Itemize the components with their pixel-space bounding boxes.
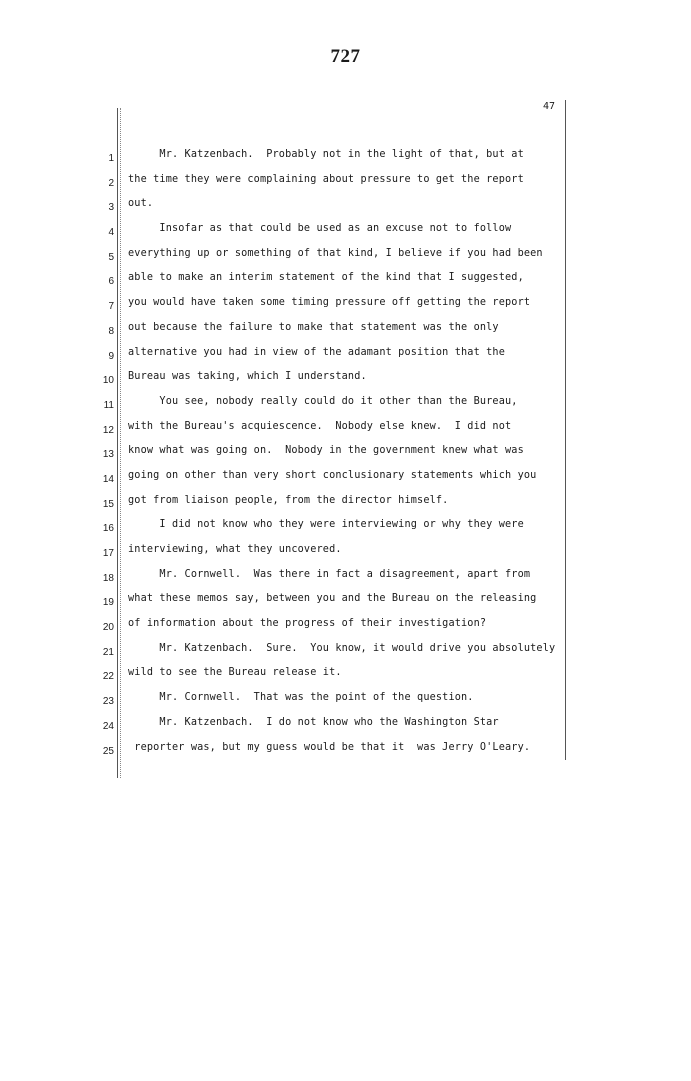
line-number: 21	[102, 646, 114, 658]
line-number: 25	[102, 745, 114, 757]
transcript-line: got from liaison people, from the director himself.	[128, 494, 449, 506]
transcript-line: know what was going on. Nobody in the government knew what was	[128, 445, 524, 457]
transcript-line: you would have taken some timing pressure off getting the report	[128, 297, 531, 309]
line-number: 16	[102, 523, 114, 535]
transcript-line: wild to see the Bureau release it.	[128, 667, 342, 679]
transcript-line: Mr. Cornwell. That was the point of the question.	[128, 692, 474, 704]
transcript-line: going on other than very short conclusionary statements which you	[128, 469, 537, 481]
transcript-line: what these memos say, between you and the Bureau on the releasing	[128, 593, 537, 605]
line-number: 15	[102, 498, 114, 510]
line-number: 17	[102, 548, 114, 559]
line-number: 24	[102, 720, 114, 732]
line-number: 19	[102, 597, 114, 609]
transcript-line: Mr. Katzenbach. I do not know who the Washington Star	[128, 716, 499, 728]
transcript-line: Mr. Cornwell. Was there in fact a disagreement, apart from	[128, 568, 531, 580]
line-number: 9	[108, 350, 114, 362]
line-number: 20	[102, 622, 114, 634]
line-number-column	[90, 143, 114, 760]
transcript-line: Insofar as that could be used as an excuse not to follow	[128, 223, 512, 235]
line-number: 4	[108, 227, 114, 239]
transcript-line: with the Bureau's acquiescence. Nobody else knew. I did not	[128, 420, 512, 432]
transcript-line: able to make an interim statement of the kind that I suggested,	[128, 272, 524, 284]
line-number: 7	[108, 301, 114, 313]
line-number: 12	[102, 424, 114, 436]
transcript-line: out because the failure to make that statement was the only	[128, 321, 499, 333]
transcript-page-number: 47	[542, 101, 555, 112]
line-number: 6	[108, 276, 114, 288]
line-number: 13	[102, 449, 114, 461]
line-number: 23	[102, 696, 114, 708]
transcript-line: interviewing, what they uncovered.	[128, 544, 342, 555]
line-number: 18	[102, 572, 114, 584]
line-number: 5	[108, 251, 114, 263]
line-number: 8	[108, 325, 114, 337]
transcript-line: Mr. Katzenbach. Sure. You know, it would drive you absolutely	[128, 642, 556, 654]
line-number: 2	[108, 177, 114, 189]
line-number: 11	[103, 399, 114, 411]
transcript-line: of information about the progress of their investigation?	[128, 618, 487, 630]
transcript-line: Bureau was taking, which I understand.	[128, 371, 367, 383]
transcript-line: everything up or something of that kind, I believe if you had been	[128, 247, 543, 259]
transcript-text	[128, 143, 573, 760]
transcript-line: You see, nobody really could do it other than the Bureau,	[128, 395, 518, 407]
transcript-line: reporter was, but my guess would be that it was Jerry O'Leary.	[128, 741, 531, 753]
left-margin-rule-inner	[120, 108, 121, 778]
transcript-line: I did not know who they were interviewing or why they were	[128, 519, 524, 531]
transcript-line: the time they were complaining about pressure to get the report	[128, 173, 524, 185]
line-number: 10	[102, 375, 114, 387]
line-number: 1	[108, 153, 114, 164]
line-number: 22	[102, 671, 114, 683]
transcript-line: out.	[128, 198, 154, 210]
transcript-line: alternative you had in view of the adamant position that the	[128, 346, 506, 358]
left-margin-rule	[117, 108, 118, 778]
archive-page-number: 727	[330, 46, 361, 67]
line-number: 14	[102, 473, 114, 485]
line-number: 3	[108, 202, 114, 214]
transcript-line: Mr. Katzenbach. Probably not in the light of that, but at	[128, 149, 524, 160]
